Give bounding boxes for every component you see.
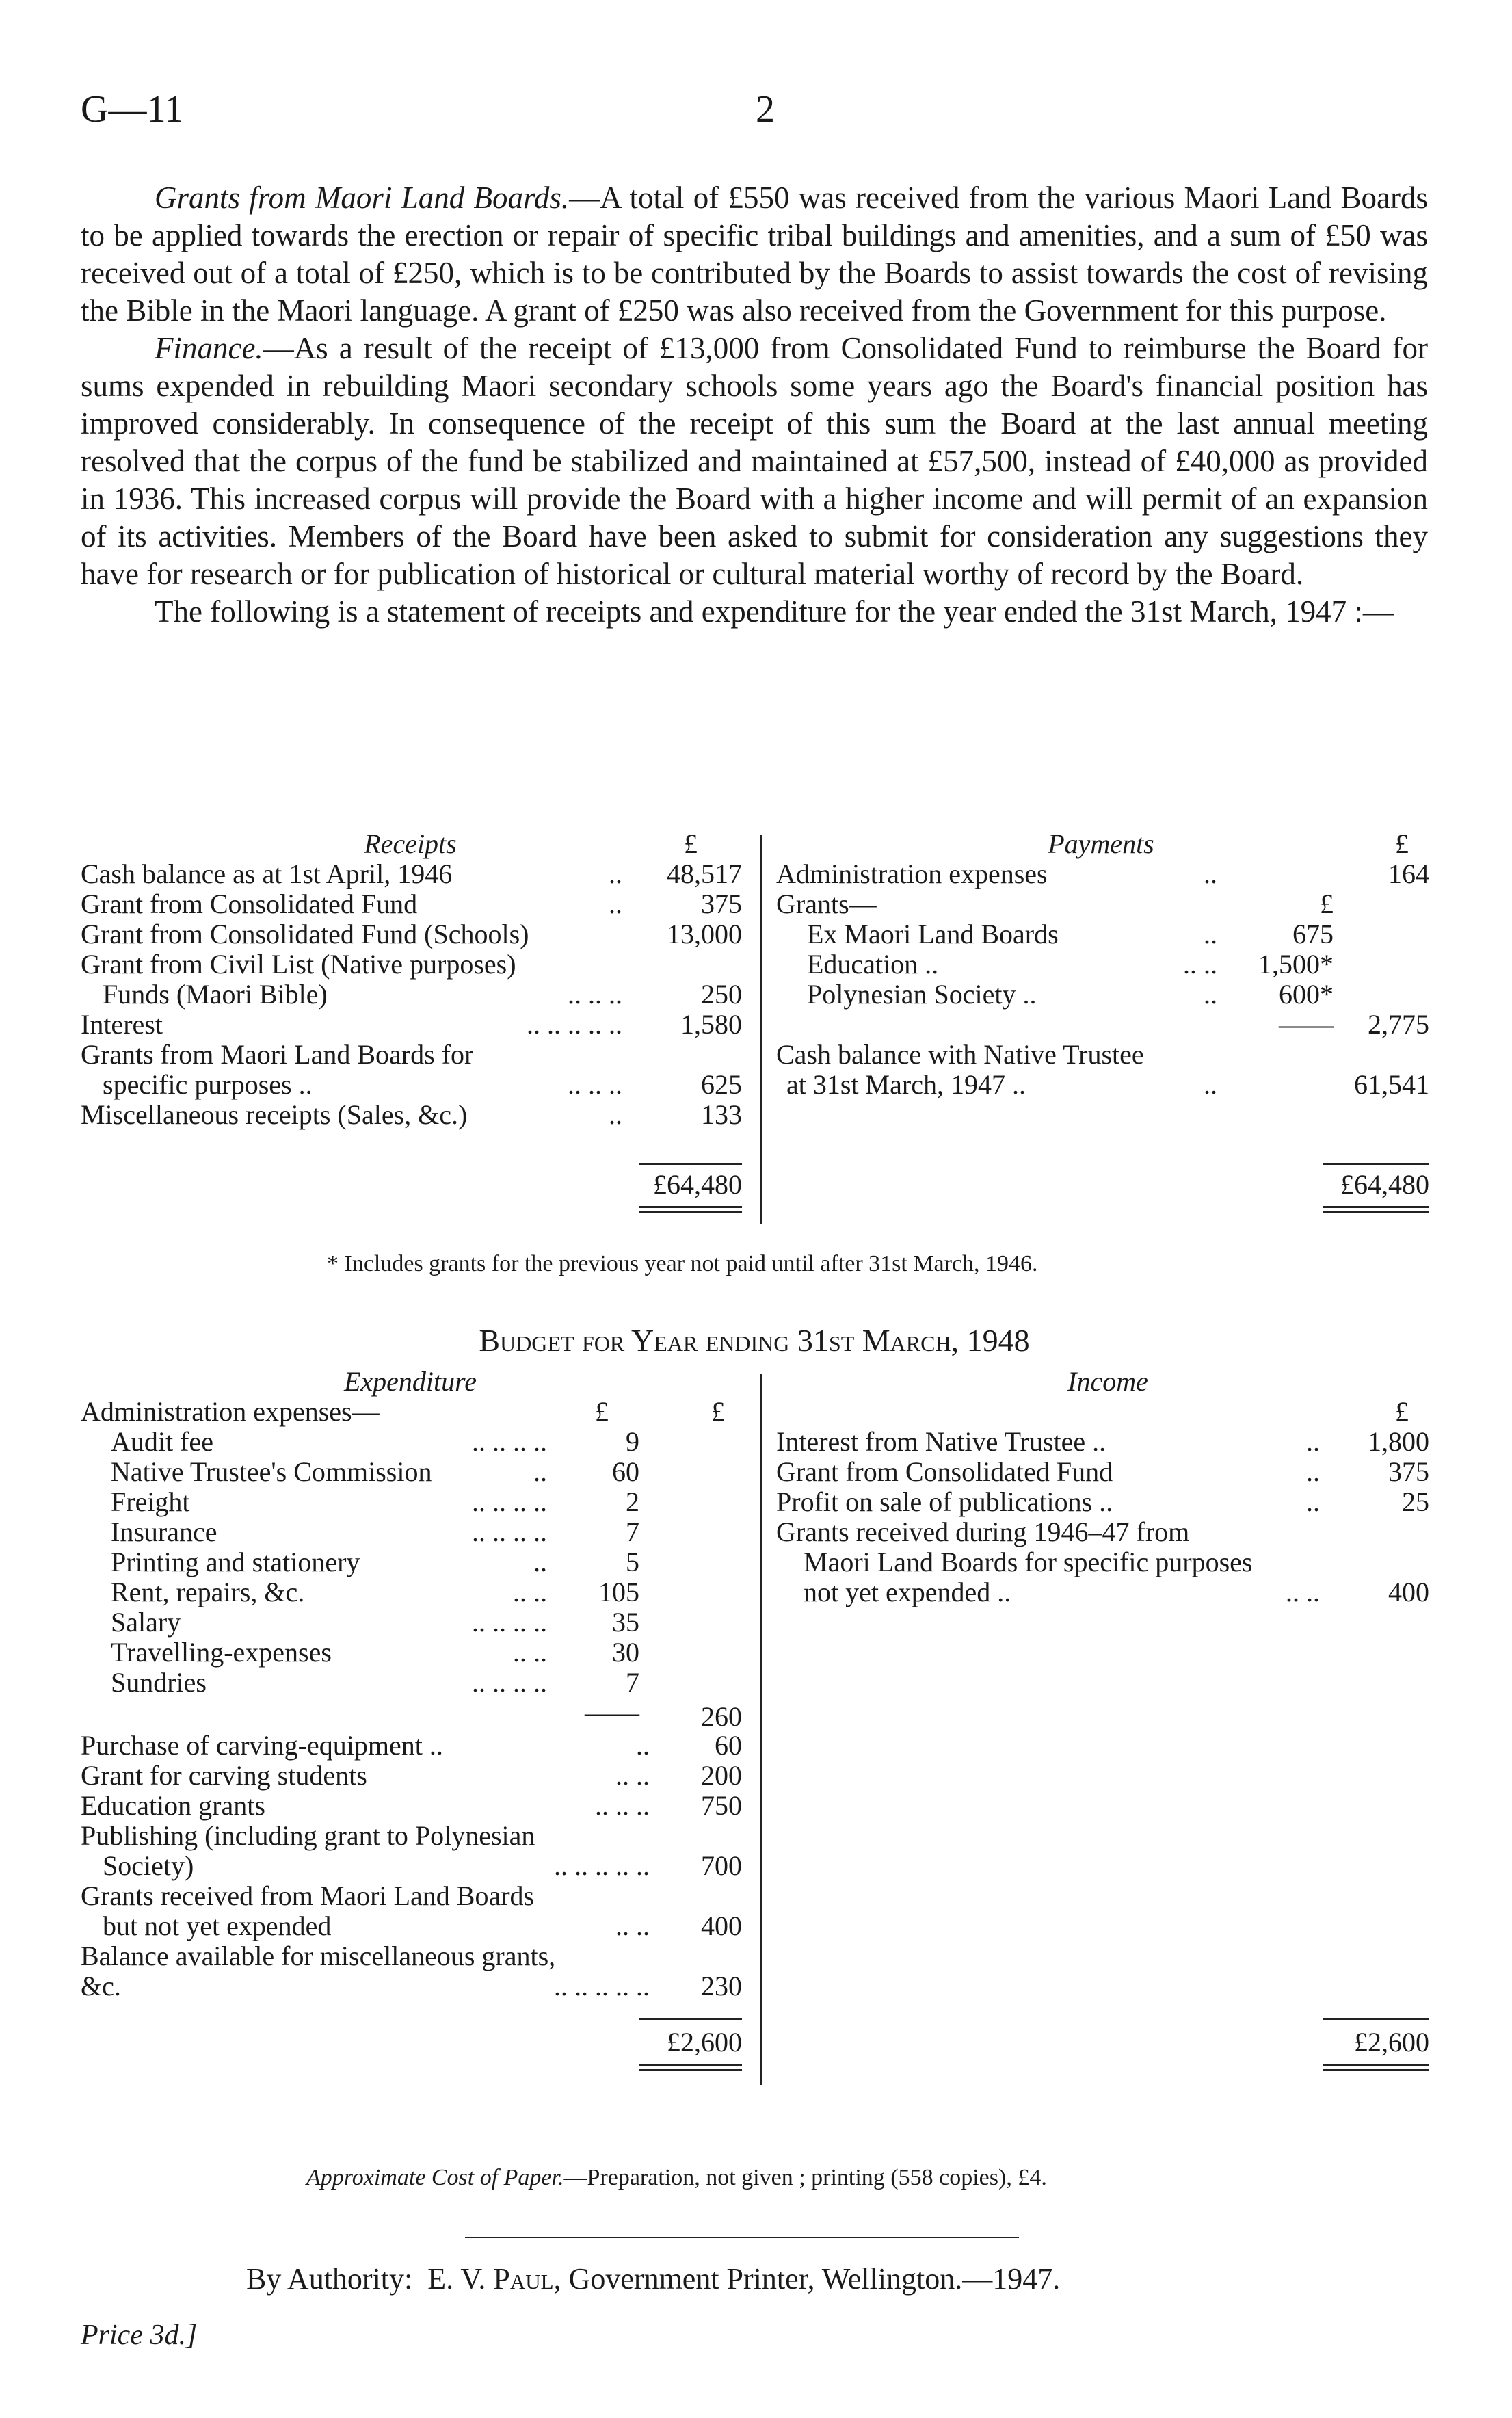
authority-line [246,2264,1060,2294]
admin-item-label: Native Trustee's Commission [111,1456,432,1487]
payment-label: Cash balance with Native Trustee [776,1039,1144,1070]
receipt-amount: 1,580 [680,1009,742,1040]
receipt-amount: 48,517 [667,858,742,889]
receipt-label: Cash balance as at 1st April, 1946 [81,858,453,889]
admin-item-amount: 9 [626,1426,639,1457]
payment-dots: .. [1204,858,1217,889]
finance-title: Finance. [155,331,263,365]
income-item-dots: .. [1306,1426,1320,1457]
admin-item-amount: 30 [612,1637,639,1668]
expenditure-heading: Expenditure [343,1366,477,1397]
expenditure-item-dots: .. .. [615,1910,650,1941]
receipt-label: Interest [81,1009,163,1040]
document-reference: G—11 [81,88,184,131]
admin-item-dots: .. .. [513,1637,547,1668]
budget-divider [760,1374,762,2085]
receipts-double-rule-1 [639,1206,742,1208]
admin-item-label: Insurance [111,1516,217,1547]
receipts-rule [639,1163,742,1165]
receipt-label: specific purposes .. [103,1069,313,1100]
admin-total: 260 [701,1701,742,1732]
receipt-amount: 133 [701,1099,742,1130]
price: Price 3d.] [81,2320,198,2351]
receipt-amount: 375 [701,889,742,919]
income-item-label: Grant from Consolidated Fund [776,1456,1113,1487]
admin-item-amount: 2 [626,1486,639,1517]
income-item-amount: 400 [1388,1577,1429,1607]
expenditure-item-amount: 750 [701,1790,742,1821]
admin-item-amount: 35 [612,1607,639,1638]
income-rule [1323,2018,1429,2020]
payment-label: Ex Maori Land Boards [807,919,1059,949]
income-heading: Income [1067,1366,1148,1397]
expenditure-item-label: Balance available for miscellaneous grants, [81,1941,556,1971]
receipt-label: Grants from Maori Land Boards for [81,1039,474,1070]
expenditure-item-label: &c. [81,1971,121,2001]
receipt-dots: .. [609,858,622,889]
income-item-amount: 375 [1388,1456,1429,1487]
admin-item-amount: 5 [626,1547,639,1577]
receipts-total: £64,480 [653,1169,742,1200]
expenditure-item-dots: .. .. [615,1760,650,1791]
income-item-label: Interest from Native Trustee .. [776,1426,1106,1457]
admin-item-amount: 7 [626,1667,639,1698]
receipt-dots: .. .. .. .. .. [527,1009,622,1040]
payment-amount: 2,775 [1368,1009,1429,1040]
expenditure-rule [639,2018,742,2020]
receipts-double-rule-2 [639,1211,742,1213]
payment-label: Grants— [776,889,877,919]
payment-sub-amount: 1,500* [1258,949,1334,980]
receipt-label: Grant from Consolidated Fund [81,889,418,919]
payment-sub-amount: 675 [1292,919,1334,949]
expenditure-item-label: but not yet expended [103,1910,332,1941]
footer-rule [465,2237,1019,2238]
expenditure-item-label: Society) [103,1850,194,1881]
payments-heading: Payments [1048,828,1154,859]
admin-item-dots: .. .. .. .. [472,1516,547,1547]
income-item-dots: .. [1306,1486,1320,1517]
expenditure-total: £2,600 [667,2027,742,2058]
payment-label: at 31st March, 1947 .. [786,1069,1026,1100]
admin-item-dots: .. .. .. .. [472,1667,547,1698]
income-item-label: Profit on sale of publications .. [776,1486,1113,1517]
cost-title: Approximate Cost of Paper. [306,2165,564,2190]
statement-footnote: * Includes grants for the previous year not paid until after 31st March, 1946. [327,1251,1038,1276]
income-item-label: not yet expended .. [804,1577,1011,1607]
payments-currency: £ [1395,828,1409,859]
expenditure-item-amount: 700 [701,1850,742,1881]
expenditure-item-label: Publishing (including grant to Polynesian [81,1820,535,1851]
income-total: £2,600 [1354,2027,1429,2058]
admin-item-dots: .. .. [513,1577,547,1607]
expenditure-item-dots: .. [636,1730,650,1761]
expenditure-item-label: Purchase of carving-equipment .. [81,1730,443,1761]
finance-text: —As a result of the receipt of £13,000 from Consolidated Fund to reimburse the Board for sums expended in rebuilding Maori secondary schools some years ago the Board's financial position has improved considerably. In consequence of the receipt of this sum the Board at the last annual meeting resolved that the corpus of the fund be stabilized and maintained at £57,500, instead of £40,000 as provided in 1936. This increased corpus will provide the Board with a higher income and will permit of an expansion of its activities. Members of the Board have been asked to submit for consideration any suggestions they have for research or for publication of historical or cultural material worthy of record by the Board. [81,331,1428,591]
income-item-dots: .. .. [1286,1577,1320,1607]
payment-dots: .. [1204,1069,1217,1100]
payment-sub-amount: £ [1320,889,1334,919]
income-item-label: Grants received during 1946–47 from [776,1516,1190,1547]
expenditure-item-dots: .. .. .. [595,1790,650,1821]
payments-total: £64,480 [1340,1169,1429,1200]
payment-label: Polynesian Society .. [807,979,1037,1010]
admin-item-dots: .. .. .. .. [472,1426,547,1457]
admin-item-label: Travelling-expenses [111,1637,332,1668]
payments-rule [1323,1163,1429,1165]
body-text [81,179,1428,631]
receipt-amount: 625 [701,1069,742,1100]
income-currency: £ [1395,1396,1409,1427]
payment-dots: .. .. [1183,949,1217,980]
payment-sub-amount: 600* [1279,979,1334,1010]
admin-item-dots: .. [533,1456,547,1487]
grants-text: —A total of £550 was received from the various Maori Land Boards to be applied towards the erection or repair of specific tribal buildings and amenities, and a sum of £50 was received out of a total of £250, which is to be contributed by the Boards to assist towards the cost of revising the Bible in the Maori language. A grant of £250 was also received from the Government for this purpose. [81,181,1428,328]
income-item-label: Maori Land Boards for specific purposes [804,1547,1253,1577]
receipt-amount: 13,000 [667,919,742,949]
statement-intro: The following is a statement of receipts and expenditure for the year ended the 31st March, 1947 :— [155,594,1394,629]
admin-sub-currency: £ [595,1396,609,1427]
admin-item-label: Freight [111,1486,190,1517]
expenditure-item-label: Education grants [81,1790,265,1821]
printer-name: E. V. Paul, [427,2262,561,2296]
expenditure-item-amount: 200 [701,1760,742,1791]
page-number: 2 [756,88,775,131]
income-item-amount: 1,800 [1368,1426,1429,1457]
receipts-currency: £ [684,828,698,859]
income-double-rule-1 [1323,2064,1429,2066]
income-double-rule-2 [1323,2069,1429,2071]
receipt-dots: .. [609,889,622,919]
admin-item-label: Sundries [111,1667,207,1698]
receipt-label: Grant from Civil List (Native purposes) [81,949,516,980]
expenditure-item-dots: .. .. .. .. .. [554,1971,650,2001]
admin-item-label: Printing and stationery [111,1547,360,1577]
statement-divider [760,835,762,1224]
payments-double-rule-1 [1323,1206,1429,1208]
authority-suffix: Government Printer, Wellington.—1947. [568,2262,1061,2296]
receipt-amount: 250 [701,979,742,1010]
expenditure-item-label: Grant for carving students [81,1760,367,1791]
admin-item-amount: 60 [612,1456,639,1487]
cost-of-paper [306,2163,1047,2193]
admin-item-dots: .. [533,1547,547,1577]
payment-sub-amount: —— [1279,1009,1334,1040]
payments-double-rule-2 [1323,1211,1429,1213]
admin-item-dots: .. .. .. .. [472,1486,547,1517]
admin-dash: —— [585,1697,639,1728]
admin-item-dots: .. .. .. .. [472,1607,547,1638]
admin-item-amount: 7 [626,1516,639,1547]
receipts-heading: Receipts [364,828,457,859]
payment-dots: .. [1204,919,1217,949]
grants-paragraph [81,179,1428,330]
admin-currency: £ [711,1396,725,1427]
cost-text: —Preparation, not given ; printing (558 copies), £4. [563,2165,1047,2190]
budget-title: Budget for Year ending 31st March, 1948 [479,1323,1030,1358]
receipt-dots: .. [609,1099,622,1130]
admin-item-amount: 105 [598,1577,639,1607]
admin-label: Administration expenses— [81,1396,380,1427]
grants-title: Grants from Maori Land Boards. [155,181,570,215]
receipt-label: Grant from Consolidated Fund (Schools) [81,919,529,949]
receipt-label: Miscellaneous receipts (Sales, &c.) [81,1099,468,1130]
finance-paragraph [81,330,1428,593]
payment-amount: 61,541 [1354,1069,1429,1100]
payment-label: Administration expenses [776,858,1048,889]
expenditure-item-amount: 400 [701,1910,742,1941]
admin-item-label: Rent, repairs, &c. [111,1577,305,1607]
expenditure-item-amount: 60 [715,1730,742,1761]
receipt-dots: .. .. .. [568,979,622,1010]
payment-amount: 164 [1388,858,1429,889]
expenditure-double-rule-2 [639,2069,742,2071]
expenditure-item-dots: .. .. .. .. .. [554,1850,650,1881]
payment-label: Education .. [807,949,939,980]
payment-dots: .. [1204,979,1217,1010]
receipt-dots: .. .. .. [568,1069,622,1100]
expenditure-item-label: Grants received from Maori Land Boards [81,1880,535,1911]
receipt-label: Funds (Maori Bible) [103,979,328,1010]
expenditure-item-amount: 230 [701,1971,742,2001]
authority-prefix: By Authority: [246,2262,413,2296]
admin-item-label: Audit fee [111,1426,213,1457]
expenditure-double-rule-1 [639,2064,742,2066]
income-item-dots: .. [1306,1456,1320,1487]
admin-item-label: Salary [111,1607,181,1638]
income-item-amount: 25 [1402,1486,1429,1517]
